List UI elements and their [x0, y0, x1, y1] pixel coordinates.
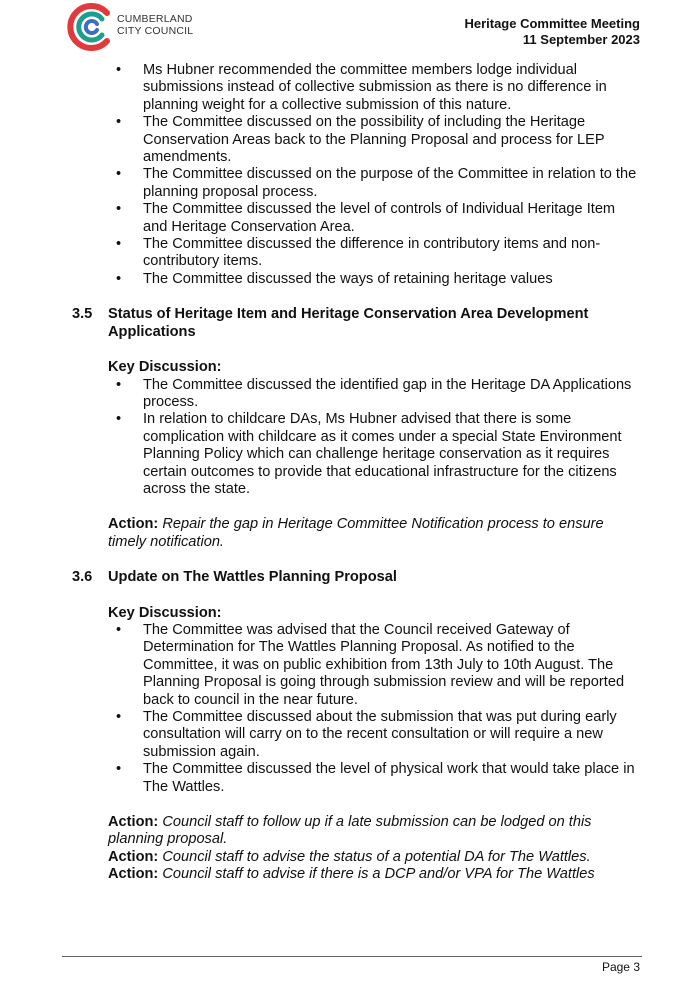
org-line-2: CITY COUNCIL [117, 25, 194, 37]
section-3-5-heading [72, 306, 642, 341]
action-label: Action: [108, 848, 159, 865]
action-text: Council staff to follow up if a late submission can be lodged on this planning proposal. [108, 814, 592, 848]
meeting-title: Heritage Committee Meeting [464, 16, 640, 31]
footer-divider [62, 956, 642, 957]
org-name [117, 13, 193, 37]
action-label: Action: [108, 516, 159, 533]
action-item [108, 814, 642, 849]
action-label: Action: [108, 866, 159, 883]
action-text: Repair the gap in Heritage Committee Notification process to ensure timely notification. [108, 516, 604, 550]
council-logo-icon [64, 2, 116, 52]
bullet-list-3-5 [72, 377, 642, 499]
key-discussion-label: Key Discussion: [108, 359, 222, 376]
list-item: • The Committee discussed about the submission that was put during early consultation will carry on to the recent consultation or will require a new submission again. [108, 709, 642, 761]
list-item: • The Committee discussed the identified gap in the Heritage DA Applications process. [108, 377, 642, 412]
list-item: • The Committee discussed the ways of retaining heritage values [108, 271, 642, 288]
bullet-list-3-6 [72, 622, 642, 796]
org-line-1: CUMBERLAND [117, 13, 193, 25]
list-item: • Ms Hubner recommended the committee members lodge individual submissions instead of collective submission as there is no difference in planning weight for a collective submission of this nature. [108, 62, 642, 114]
key-discussion-label: Key Discussion: [108, 604, 222, 621]
list-item: • The Committee discussed on the possibility of including the Heritage Conservation Areas back to the Planning Proposal and process for LEP amendments. [108, 114, 642, 166]
list-item: • The Committee discussed the level of controls of Individual Heritage Item and Heritage Conservation Area. [108, 201, 642, 236]
list-item: • The Committee discussed the level of physical work that would take place in The Wattles. [108, 761, 642, 796]
section-title: Update on The Wattles Planning Proposal [108, 569, 397, 586]
action-item [108, 866, 642, 883]
section-title: Status of Heritage Item and Heritage Conservation Area Development Applications [108, 306, 589, 340]
document-header [464, 16, 640, 48]
action-text: Council staff to advise if there is a DCP and/or VPA for The Wattles [162, 866, 595, 883]
section-number: 3.6 [72, 569, 93, 586]
action-item [108, 849, 642, 866]
page-number: Page 3 [601, 960, 640, 974]
list-item: • In relation to childcare DAs, Ms Hubner advised that there is some complication with childcare as it comes under a special State Environment Planning Policy which can challenge heritage conservation as it requires certain outcomes to provide that educational infrastructure for the citizens across the state. [108, 411, 642, 498]
action-label: Action: [108, 814, 159, 831]
section-number: 3.5 [72, 306, 93, 323]
meeting-date: 11 September 2023 [522, 32, 640, 47]
bullet-list-top [72, 62, 642, 288]
list-item: • The Committee discussed the difference in contributory items and non-contributory items. [108, 236, 642, 271]
document-body [72, 62, 642, 884]
section-3-6-heading [72, 569, 642, 586]
list-item: • The Committee discussed on the purpose of the Committee in relation to the planning proposal process. [108, 166, 642, 201]
action-item [108, 516, 642, 551]
list-item: • The Committee was advised that the Council received Gateway of Determination for The Wattles Planning Proposal. As notified to the Committee, it was on public exhibition from 13th July to 10th August. The Planning Proposal is going through submission review and will be reported back to council in the near future. [108, 622, 642, 709]
action-text: Council staff to advise the status of a potential DA for The Wattles. [162, 848, 591, 865]
